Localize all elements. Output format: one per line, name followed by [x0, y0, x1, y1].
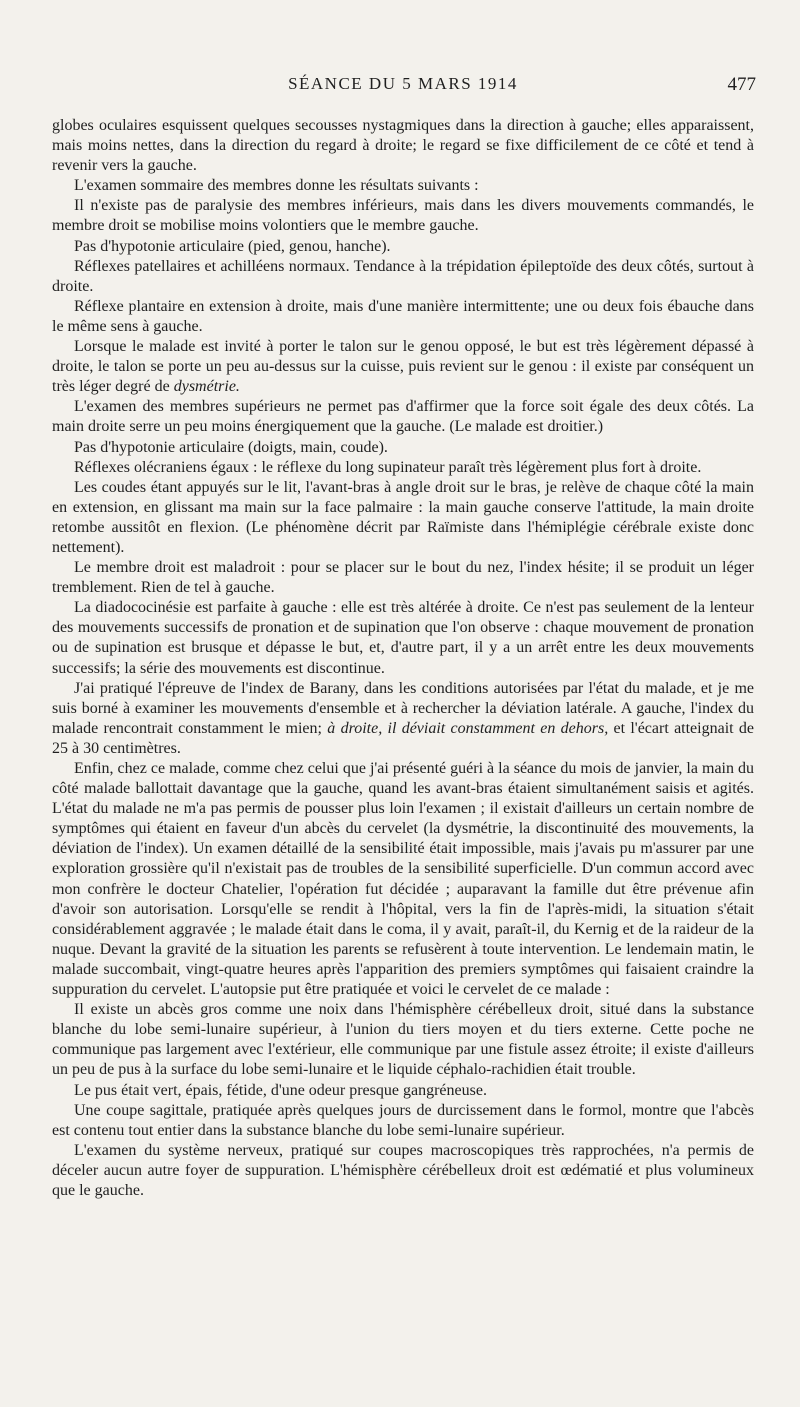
body-text: [52, 116, 754, 1201]
paragraph: [52, 176, 754, 196]
paragraph: [52, 237, 754, 257]
paragraph: [52, 196, 754, 236]
paragraph: [52, 478, 754, 558]
paragraph: [52, 679, 754, 759]
paragraph-text: J'ai pratiqué l'épreuve de l'index de Barany, dans les conditions autorisées par l'état du malade, et je me suis borné à examiner les mouvements d'ensemble et à rechercher la déviation latérale. A gauche, l'index du malade rencontrait constamment le mien;: [52, 679, 754, 737]
paragraph-text: Il existe un abcès gros comme une noix dans l'hémisphère cérébelleux droit, situé dans la substance blanche du lobe semi-lunaire supérieur, à l'union du tiers moyen et du tiers externe. Cette poche ne communique pas largement avec l'extérieur, elle communique par une fistule assez étroite; il existe d'ailleurs un peu de pus à la surface du lobe semi-lunaire et le liquide céphalo-rachidien était trouble.: [52, 1001, 754, 1079]
paragraph: [52, 759, 754, 1000]
paragraph-text: L'examen sommaire des membres donne les résultats suivants :: [74, 177, 479, 195]
paragraph-text: Le membre droit est maladroit : pour se placer sur le bout du nez, l'index hésite; il se produit un léger tremblement. Rien de tel à gauche.: [52, 559, 754, 597]
paragraph-text: Le pus était vert, épais, fétide, d'une odeur presque gangréneuse.: [74, 1081, 487, 1099]
paragraph: [52, 1101, 754, 1141]
paragraph: [52, 297, 754, 337]
paragraph-text: Enfin, chez ce malade, comme chez celui que j'ai présenté guéri à la séance du mois de janvier, la main du côté malade ballottait davantage que la gauche, quand les avant-bras étaient simultanément saisis et agités. L'état du malade ne m'a pas permis de pousser plus loin l'examen ; il existait d'ailleurs un certain nombre de symptômes qui étaient en faveur d'un abcès du cervelet (la dysmétrie, la discontinuité des mouvements, la déviation de l'index). Un examen détaillé de la sensibilité était impossible, mais j'avais pu m'assurer par une exploration grossière qu'il n'existait pas de troubles de la sensibilité superficielle. D'un commun accord avec mon confrère le docteur Chatelier, l'opération fut décidée ; auparavant la famille dut être prévenue afin d'avoir son autorisation. Lorsqu'elle se rendit à l'hôpital, vers la fin de l'après-midi, la situation s'était considérablement aggravée ; le malade était dans le coma, il y avait, paraît-il, du Kernig et de la raideur de la nuque. Devant la gravité de la situation les parents se refusèrent à toute intervention. Le lendemain matin, le malade succombait, vingt-quatre heures après l'apparition des premiers symptômes qui faisaient craindre la suppuration du cervelet. L'autopsie put être pratiquée et voici le cervelet de ce malade :: [52, 760, 754, 999]
paragraph-text: Pas d'hypotonie articulaire (pied, genou, hanche).: [74, 237, 391, 255]
paragraph-text: Une coupe sagittale, pratiquée après quelques jours de durcissement dans le formol, montre que l'abcès est contenu tout entier dans la substance blanche du lobe semi-lunaire supérieur.: [52, 1101, 754, 1139]
paragraph: [52, 1000, 754, 1080]
paragraph: [52, 458, 754, 478]
paragraph-text: Lorsque le malade est invité à porter le talon sur le genou opposé, le but est très légèrement dépassé à droite, le talon se porte un peu au-dessus sur la cuisse, puis revient sur le genou : il existe par conséquent un très léger degré de: [52, 338, 754, 396]
paragraph-emphasis: à droite, il déviait constamment en dehors,: [327, 719, 609, 737]
paragraph-text: Pas d'hypotonie articulaire (doigts, main, coude).: [74, 438, 388, 456]
paragraph: [52, 337, 754, 397]
document-page: [52, 72, 754, 1201]
page-header: [52, 72, 754, 102]
paragraph-text: La diadococinésie est parfaite à gauche : elle est très altérée à droite. Ce n'est pas seulement de la lenteur des mouvements successifs de pronation et de supination que l'on observe : chaque mouvement de pronation ou de supination est brusque et dépasse le but, et, d'autre part, il y a un arrêt entre les deux mouvements successifs; la série des mouvements est discontinue.: [52, 599, 754, 677]
paragraph-text: globes oculaires esquissent quelques secousses nystagmiques dans la direction à gauche; elles apparaissent, mais moins nettes, dans la direction du regard à droite; le regard se fixe difficilement de ce côté et tend à revenir vers la gauche.: [52, 117, 754, 175]
paragraph: [52, 598, 754, 678]
paragraph-emphasis: dysmétrie.: [173, 378, 240, 396]
paragraph: [52, 257, 754, 297]
paragraph: [52, 558, 754, 598]
paragraph: [52, 397, 754, 437]
paragraph: [52, 116, 754, 176]
paragraph-text: L'examen des membres supérieurs ne permet pas d'affirmer que la force soit égale des deux côtés. La main droite serre un peu moins énergiquement que la gauche. (Le malade est droitier.): [52, 398, 754, 436]
paragraph-text-after: et l'écart atteignait de 25 à 30 centimètres.: [52, 719, 754, 757]
paragraph-text: Réflexes patellaires et achilléens normaux. Tendance à la trépidation épileptoïde des deux côtés, surtout à droite.: [52, 257, 754, 295]
paragraph: [52, 1141, 754, 1201]
page-number: 477: [727, 74, 756, 95]
paragraph-text: Réflexes olécraniens égaux : le réflexe du long supinateur paraît très légèrement plus fort à droite.: [74, 458, 702, 476]
paragraph: [52, 438, 754, 458]
paragraph-text: L'examen du système nerveux, pratiqué sur coupes macroscopiques très rapprochées, n'a permis de déceler aucun autre foyer de suppuration. L'hémisphère cérébelleux droit est œdématié et plus volumineux que le gauche.: [52, 1141, 754, 1199]
paragraph: [52, 1081, 754, 1101]
paragraph-text: Réflexe plantaire en extension à droite, mais d'une manière intermittente; une ou deux fois ébauche dans le même sens à gauche.: [52, 297, 754, 335]
paragraph-text: Il n'existe pas de paralysie des membres inférieurs, mais dans les divers mouvements commandés, le membre droit se mobilise moins volontiers que le membre gauche.: [52, 197, 754, 235]
running-title: SÉANCE DU 5 MARS 1914: [288, 74, 518, 93]
paragraph-text: Les coudes étant appuyés sur le lit, l'avant-bras à angle droit sur le bras, je relève de chaque côté la main en extension, en glissant ma main sur la face palmaire : la main gauche conserve l'attitude, la main droite retombe aussitôt en flexion. (Le phénomène décrit par Raïmiste dans l'hémiplégie cérébrale existe donc nettement).: [52, 478, 754, 556]
